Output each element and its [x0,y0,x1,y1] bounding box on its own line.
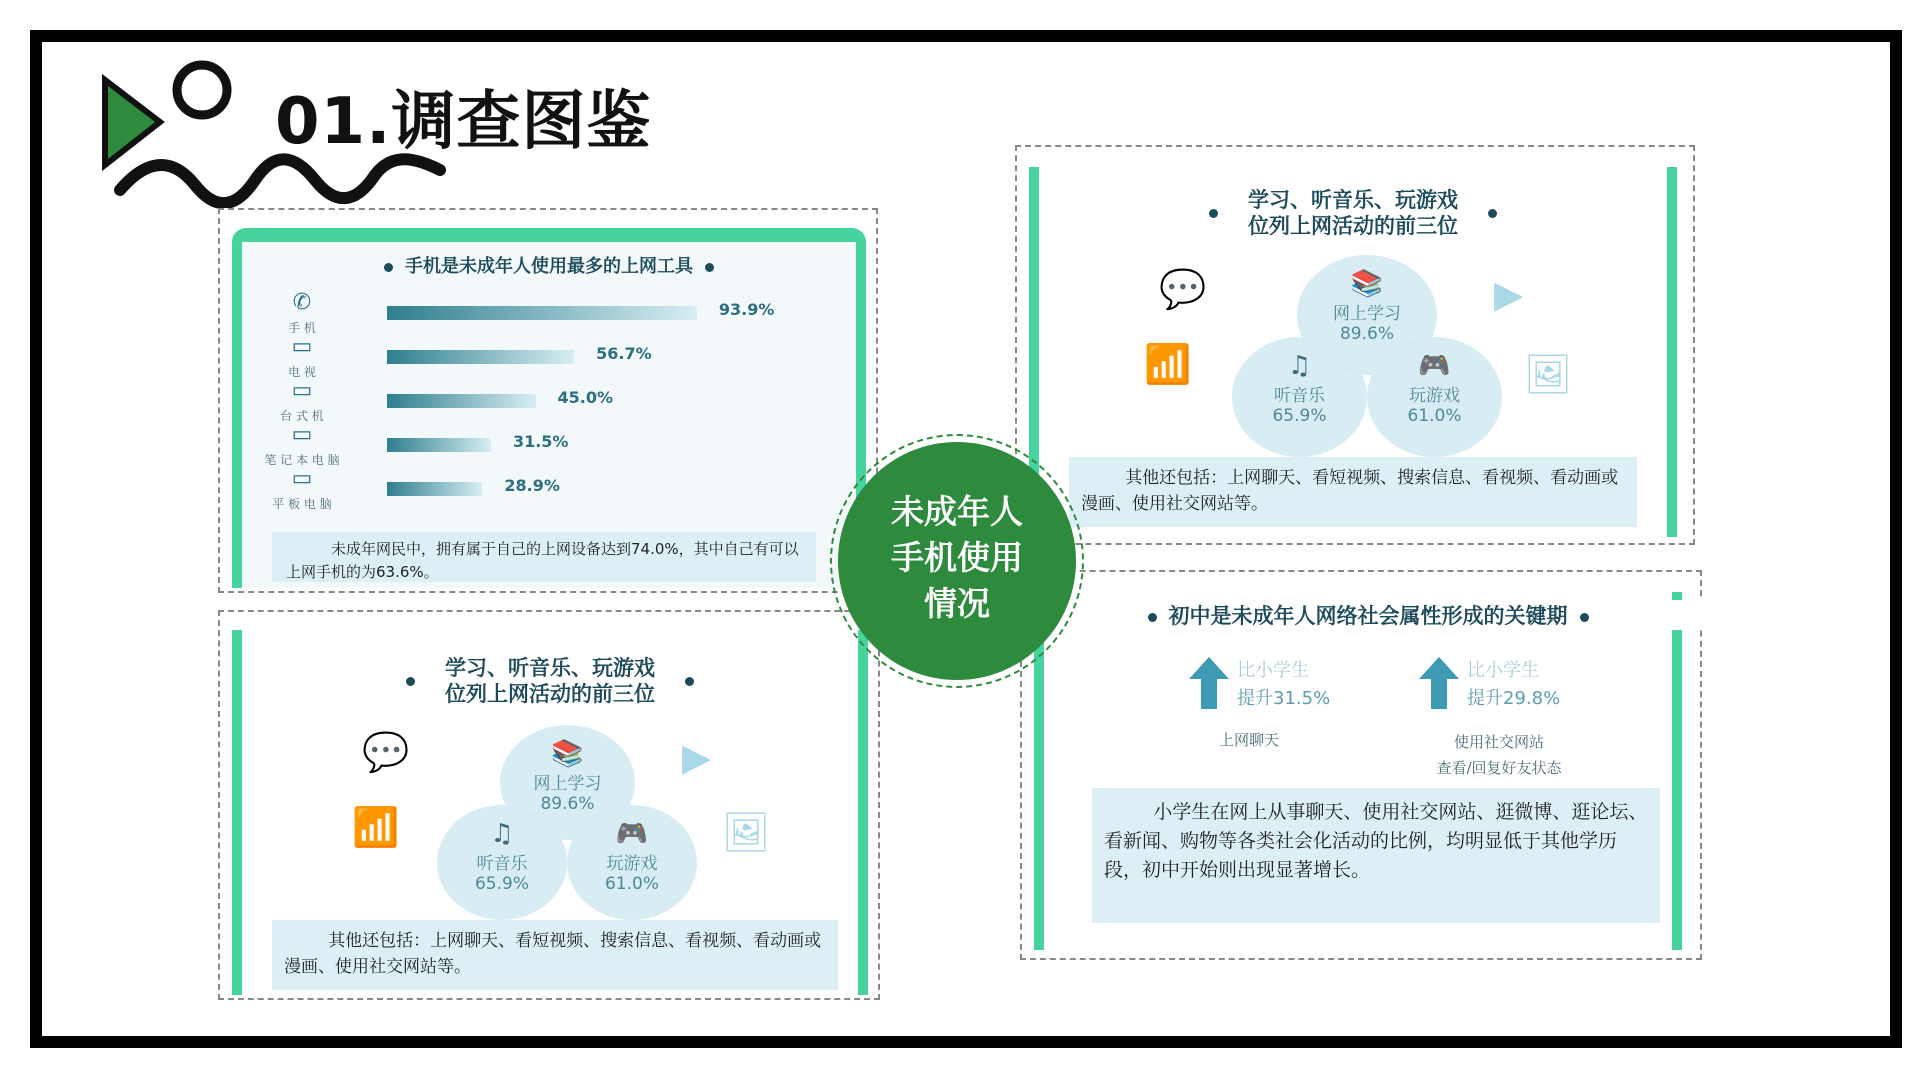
wifi-icon: 📶 [1144,342,1192,386]
device-bar-chart [242,292,856,522]
tablet-icon [262,468,342,515]
device-bar-row [242,334,856,379]
music-value: 65.9% [1272,406,1327,426]
device-value: 93.9% [718,300,775,319]
stat2-caption2: 查看/回复好友状态 [1436,759,1562,777]
panel-junior [1020,570,1702,960]
music-note-icon: ♫ [490,819,514,849]
activities-bottom-note: 其他还包括：上网聊天、看短视频、搜索信息、看视频、看动画或漫画、使用社交网站等。 [272,920,838,990]
wifi-icon: 📶 [352,805,400,849]
activities-top-title: 学习、听音乐、玩游戏 位列上网活动的前三位 [1039,187,1667,239]
music-circle [1232,337,1367,457]
device-glyph: ▭ [291,466,313,491]
chat-icon: 💬 [362,730,410,774]
panel-devices-title: 手机是未成年人使用最多的上网工具 [242,252,856,278]
game-value: 61.0% [604,874,659,894]
device-bar [387,394,536,408]
panel-devices [218,208,878,593]
center-line1: 未成年人 [891,492,1023,531]
chat-icon: 💬 [1159,267,1207,311]
gamepad-icon: 🎮 [615,819,649,849]
device-label: 电 视 [288,365,316,379]
desktop-icon [262,380,342,427]
panel-activities-top-inner [1029,167,1677,537]
device-label: 平 板 电 脑 [272,497,332,511]
book-icon: 📚 [1350,269,1384,299]
panel-activities-top [1015,145,1695,545]
game-label: 玩游戏 [606,854,658,874]
device-glyph: ✆ [292,290,312,315]
panel-junior-inner [1034,592,1682,950]
gamepad-icon: 🎮 [1418,351,1451,381]
game-circle [1367,337,1502,457]
device-glyph: ▭ [291,378,313,403]
music-value: 65.9% [474,874,529,894]
device-glyph: ▭ [291,334,313,359]
image-icon: 🖼 [722,810,771,854]
device-bar [387,350,574,364]
device-bar-row [242,466,856,511]
device-glyph: ▭ [291,422,313,447]
play-icon: ▶ [1494,272,1524,316]
page-title: 01.调查图鉴 [275,85,652,159]
stat2-captions [1404,729,1594,781]
activities-top-note: 其他还包括：上网聊天、看短视频、搜索信息、看视频、看动画或漫画、使用社交网站等。 [1069,457,1637,527]
device-value: 31.5% [512,432,569,451]
music-circle [437,805,567,920]
device-bar [387,438,491,452]
center-circle [838,442,1076,680]
stat1-caption: 上网聊天 [1219,731,1280,749]
junior-title: 初中是未成年人网络社会属性形成的关键期 [1009,600,1727,630]
image-icon: 🖼 [1524,352,1573,396]
study-value: 89.6% [1339,324,1394,344]
panel-activities-bottom [218,610,880,1000]
up-arrow-icon [1189,657,1229,709]
stat2-line2: 提升29.8% [1467,688,1561,709]
laptop-icon [262,424,342,471]
game-circle [567,805,697,920]
device-bar-row [242,290,856,335]
up-arrow-icon [1419,657,1459,709]
device-label: 手 机 [288,321,316,335]
play-icon: ▶ [682,735,712,779]
study-value: 89.6% [540,794,595,814]
game-value: 61.0% [1407,406,1462,426]
junior-note: 小学生在网上从事聊天、使用社交网站、逛微博、逛论坛、看新闻、购物等各类社会化活动的比例，均明显低于其他学历段，初中开始则出现显著增长。 [1092,788,1660,923]
stat2-caption1: 使用社交网站 [1453,733,1544,751]
center-line3: 情况 [924,584,990,623]
panel-activities-bottom-inner [232,630,868,995]
music-label: 听音乐 [1274,386,1325,406]
center-line2: 手机使用 [891,538,1023,577]
device-value: 28.9% [504,476,560,495]
music-note-icon: ♫ [1287,351,1312,381]
tv-icon [262,336,342,383]
panel-devices-note: 未成年网民中，拥有属于自己的上网设备达到74.0%，其中自己有可以上网手机的为63.6%。 [272,532,816,582]
device-value: 56.7% [596,344,652,363]
device-bar [387,482,482,496]
study-label: 网上学习 [533,774,602,794]
book-icon: 📚 [551,739,584,769]
device-label: 笔 记 本 电 脑 [264,453,340,467]
stat1 [1237,657,1330,713]
device-bar [387,306,697,320]
music-label: 听音乐 [476,854,528,874]
device-bar-row [242,378,856,423]
stat1-line1: 比小学生 [1237,660,1309,681]
game-label: 玩游戏 [1409,386,1460,406]
study-label: 网上学习 [1333,304,1401,324]
activities-bottom-title: 学习、听音乐、玩游戏 位列上网活动的前三位 [242,655,858,707]
stat2-line1: 比小学生 [1467,660,1539,681]
device-bar-row [242,422,856,467]
stat1-line2: 提升31.5% [1237,688,1331,709]
stat2 [1467,657,1560,713]
device-label: 台 式 机 [280,409,324,423]
device-value: 45.0% [557,388,614,407]
panel-devices-inner [232,228,866,588]
phone-icon [262,292,342,339]
